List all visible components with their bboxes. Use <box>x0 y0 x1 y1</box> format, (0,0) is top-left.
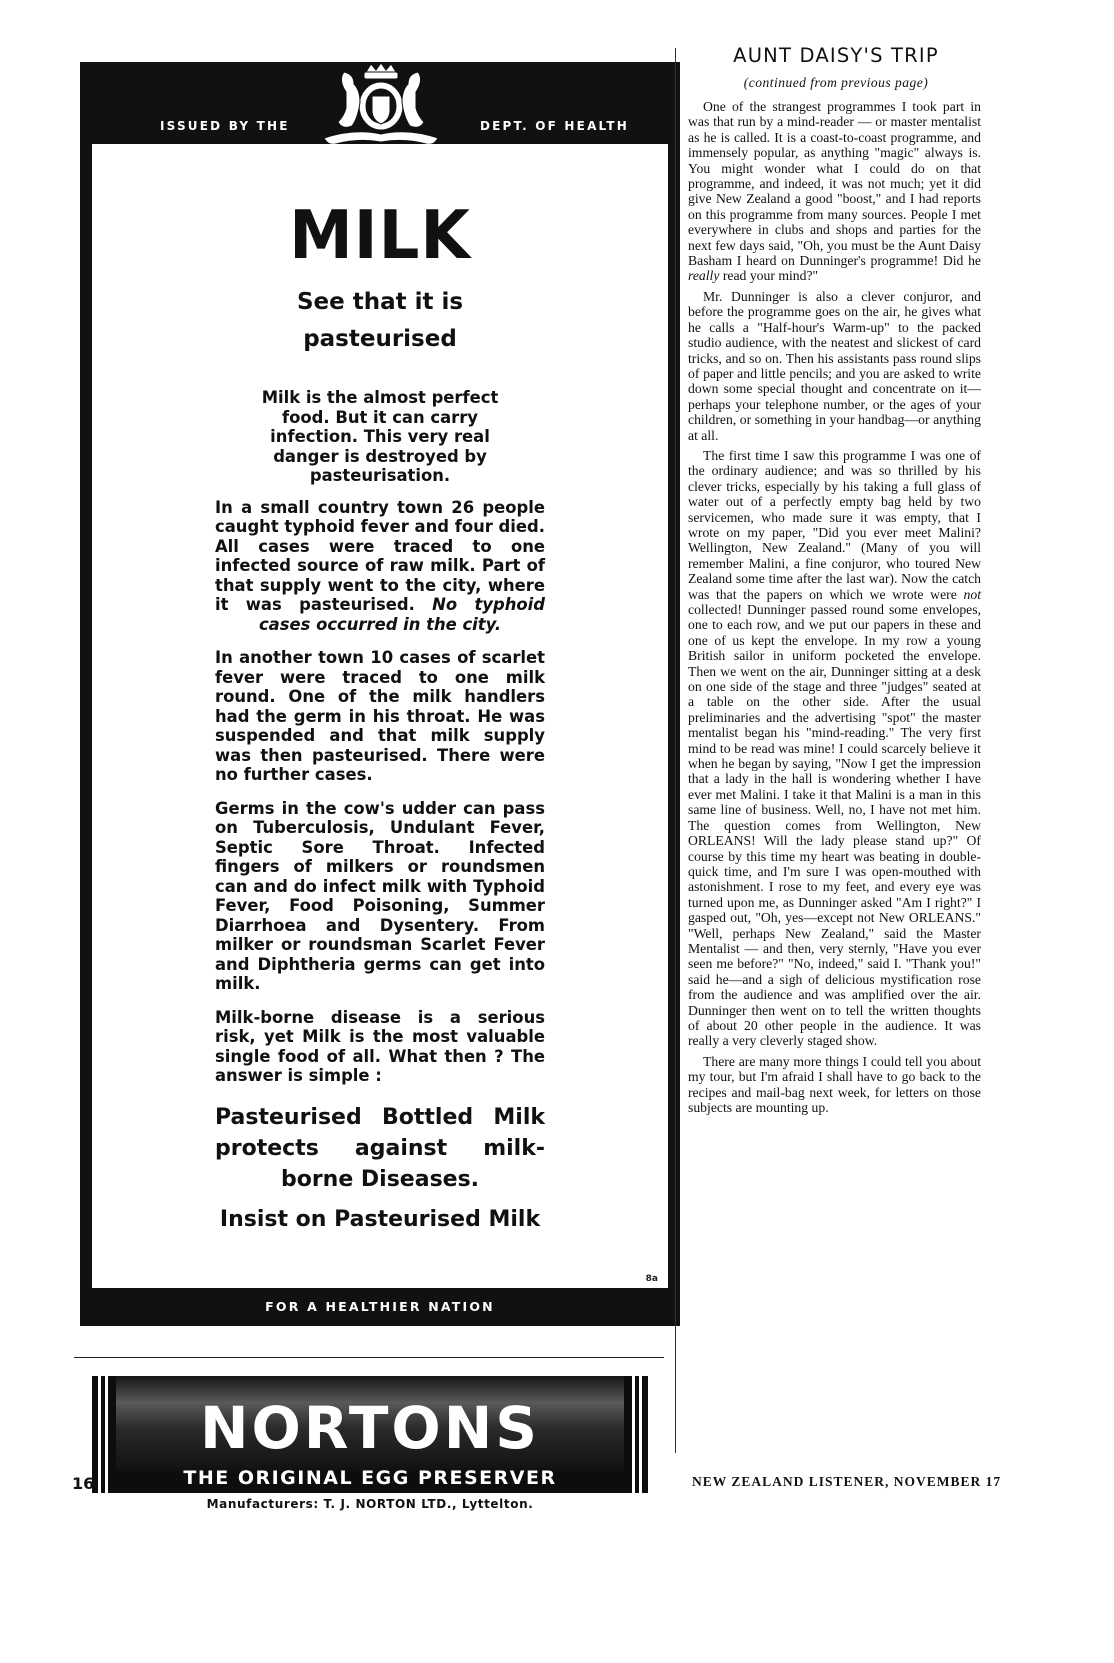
article-text: One of the strangest programmes I took part in was that run by a mind-reader — or master mentalist as he is called. It is a coast-to-coast programme, and immensely popular, as anything "magic" always is. You might wonder what I could do on that programme, and indeed, it was not much; yet it did give New Zealand a good "boost," and I had reports on this programme from many sources. People I met everywhere in clubs and shops and parties for the next few days said, "Oh, you must be the Aunt Daisy Basham I heard on Dunninger's programme! Did he <box>688 99 981 269</box>
ad-paragraph-intro: Milk is the almost perfect food. But it can carry infection. This very real danger is destroyed by pasteurisation. <box>261 388 499 485</box>
article-paragraph <box>688 99 981 284</box>
article-paragraph: There are many more things I could tell you about my tour, but I'm afraid I shall have to go back to the recipes and mail-bag next week, for letters on those subjects are mounting up. <box>688 1053 981 1115</box>
ad-closing-statement: Pasteurised Bottled Milk protects against milk-borne Diseases. <box>215 1104 545 1192</box>
article-body <box>688 99 981 1120</box>
dept-of-health-label: DEPT. OF HEALTH <box>480 119 630 133</box>
ad-call-to-action: Insist on Pasteurised Milk <box>219 1206 541 1232</box>
article-heading: AUNT DAISY'S TRIP <box>733 44 939 67</box>
separator-rule <box>74 1357 664 1358</box>
ad-paragraph-germs: Germs in the cow's udder can pass on Tuberculosis, Undulant Fever, Septic Sore Throat. Infected fingers of milkers or roundsmen can and do infect milk with Typhoid Fever, Food Poisoning, Summer Diarrhoea and Dysentery. From milker or roundsman Scarlet Fever and Diphtheria germs can get into milk. <box>215 798 545 993</box>
column-rule <box>675 48 676 1453</box>
article-paragraph <box>688 448 981 1049</box>
nortons-advertisement <box>92 1376 648 1493</box>
article-text: collected! Dunninger passed round some envelopes, one to each row, and we put our papers in these and one of us kept the envelope. In my row a young British sailor in uniform pocketed the envelope. Then we went on the air, Dunninger sitting at a desk on one side of the stage and three "judges" seated at a table on the other side. After the usual preliminaries and the advertising "spot" the master mentalist began his "mind-reading." The very first mind to be read was mine! I could scarcely believe it when he began by saying, "Now I get the impression that a lady in the hall is wondering whether I have ever met Malini. I take it that Malini is a man in this same line of business. Well, no, I have not met him. The question comes from Wellington, New ORLEANS! Will the lady please stand up?" Of course by this time my heart was beating in double-quick time, and I'm sure I was open-mouthed with astonishment. I rose to my feet, and every eye was turned upon me, as Dunninger asked "Am I right?" I gasped out, "Oh, yes—except not New ORLEANS." "Well, perhaps New Zealand," said the Master Mentalist — and then, very sternly, "Have you ever seen me before?" "No, indeed," said I. "Thank you!" said he—and a sigh of delicious mystification rose from the audience and was amplified over the air. Dunninger then went on to tell the written thoughts of about 20 other people in the audience. It was really a very cleverly staged show. <box>688 602 981 1049</box>
article-paragraph: Mr. Dunninger is also a clever conjuror, and before the programme goes on the air, he gives what he calls a "Half-hour's Warm-up" to the packed studio audience, with the neatest and slickest of card tricks, and so on. Then his assistants pass round slips of paper and little pencils; and you are asked to write down some special thought and concentrate on it—perhaps your telephone number, or the ages of your children, or something in your handbag—or anything at all. <box>688 288 981 443</box>
typhoid-text: In a small country town 26 people caught typhoid fever and four died. All cases were traced to one infected source of raw milk. Part of that supply went to the city, where it was pasteurised. <box>215 497 545 614</box>
article-emphasis: really <box>688 268 720 284</box>
ad-title: MILK <box>289 197 471 275</box>
publication-line: NEW ZEALAND LISTENER, NOVEMBER 17 <box>692 1474 1002 1489</box>
typhoid-emphasis: No typhoid cases occurred in the city. <box>258 595 545 634</box>
ad-header <box>80 62 680 148</box>
ad-paragraph-scarlet-fever: In another town 10 cases of scarlet fever were traced to one milk round. One of the milk handlers had the germ in his throat. He was suspended and that milk supply was then pasteurised. There were no further cases. <box>215 648 545 784</box>
issued-by-label: ISSUED BY THE <box>160 119 290 133</box>
royal-crest-icon <box>306 62 456 148</box>
nortons-brand-name: NORTONS <box>199 1394 541 1462</box>
ad-body <box>92 144 668 1288</box>
page-number: 16 <box>72 1474 95 1493</box>
article-emphasis: not <box>963 586 981 602</box>
article-text: The first time I saw this programme I was one of the ordinary audience; and was so thrilled by his clever tricks, especially by his taking a full glass of water out of a perfectly empty bag held by two servicemen, who made sure it was empty, that I wrote on my paper, "Did you ever meet Malini? Wellington, New Zealand." (Many of you will remember Malini, a fine conjuror, who toured New Zealand some time after the last war). Now the catch was that the papers on which we wrote were <box>688 447 981 602</box>
ad-code: 8a <box>645 1274 658 1284</box>
nortons-manufacturer-line: Manufacturers: T. J. NORTON LTD., Lyttelton. <box>206 1497 534 1511</box>
ad-paragraph-typhoid <box>215 498 545 635</box>
milk-advertisement <box>80 62 680 1326</box>
ad-paragraph-risk: Milk-borne disease is a serious risk, yet Milk is the most valuable single food of all. What then ? The answer is simple : <box>215 1007 545 1085</box>
nortons-tagline: THE ORIGINAL EGG PRESERVER <box>183 1467 557 1489</box>
article-continued-note: (continued from previous page) <box>743 75 929 90</box>
ad-subtitle: See that it is pasteurised <box>296 289 464 352</box>
ad-footer-slogan: FOR A HEALTHIER NATION <box>265 1299 495 1314</box>
article-text: read your mind?" <box>722 268 819 284</box>
